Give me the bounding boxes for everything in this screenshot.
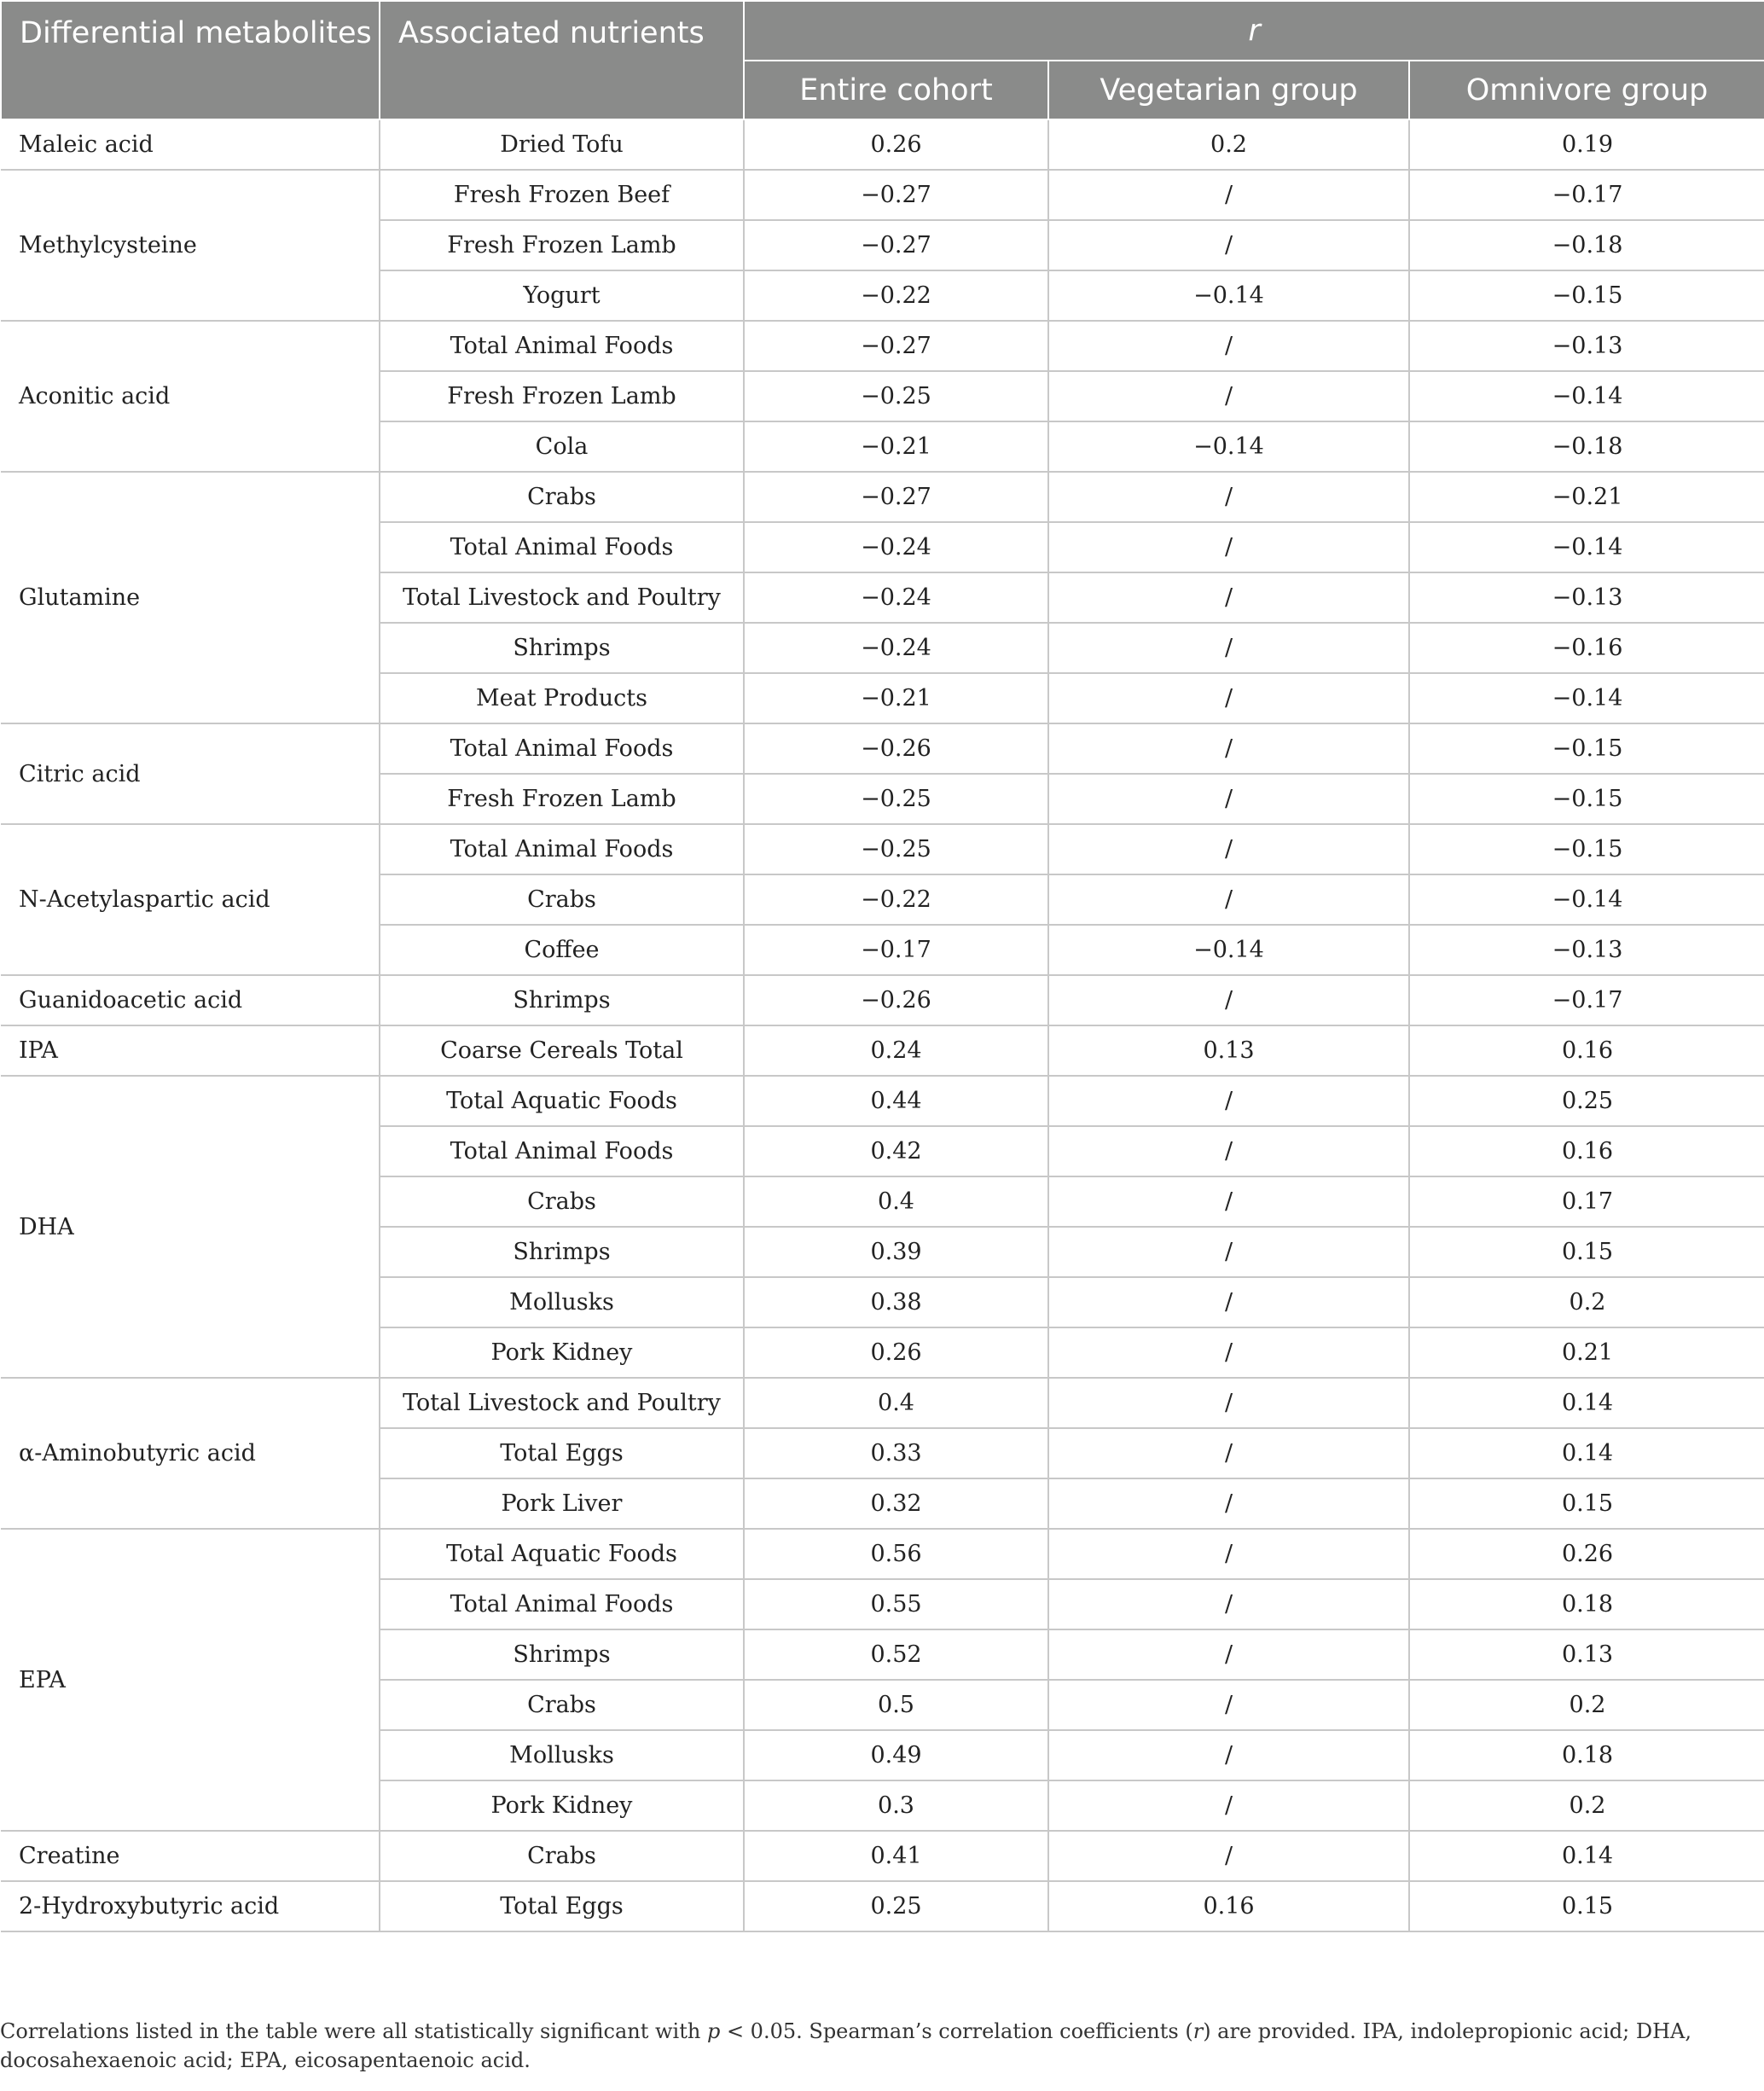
omnivore-group-cell: −0.13: [1409, 572, 1764, 623]
vegetarian-group-cell: /: [1048, 1428, 1409, 1478]
vegetarian-group-cell: /: [1048, 472, 1409, 522]
entire-cohort-cell: −0.24: [744, 572, 1048, 623]
table-row: [1, 1831, 1764, 1881]
nutrient-cell: Fresh Frozen Lamb: [380, 220, 744, 270]
vegetarian-group-cell: /: [1048, 572, 1409, 623]
entire-cohort-cell: 0.39: [744, 1227, 1048, 1277]
nutrient-cell: Mollusks: [380, 1277, 744, 1327]
vegetarian-group-cell: /: [1048, 220, 1409, 270]
vegetarian-group-cell: /: [1048, 874, 1409, 925]
table-row: [1, 1881, 1764, 1931]
vegetarian-group-cell: −0.14: [1048, 421, 1409, 472]
omnivore-group-cell: −0.15: [1409, 774, 1764, 824]
omnivore-group-cell: 0.19: [1409, 119, 1764, 170]
entire-cohort-cell: −0.27: [744, 170, 1048, 220]
entire-cohort-cell: 0.26: [744, 119, 1048, 170]
table-row: [1, 472, 1764, 522]
omnivore-group-cell: −0.18: [1409, 421, 1764, 472]
nutrient-cell: Crabs: [380, 1176, 744, 1227]
omnivore-group-cell: −0.17: [1409, 975, 1764, 1025]
vegetarian-group-cell: /: [1048, 1076, 1409, 1126]
vegetarian-group-cell: /: [1048, 1478, 1409, 1529]
table-row: [1, 975, 1764, 1025]
metabolite-cell: Creatine: [1, 1831, 380, 1881]
omnivore-group-cell: 0.14: [1409, 1378, 1764, 1428]
entire-cohort-cell: 0.25: [744, 1881, 1048, 1931]
vegetarian-group-cell: /: [1048, 1780, 1409, 1831]
omnivore-group-cell: −0.14: [1409, 522, 1764, 572]
table-row: [1, 824, 1764, 874]
entire-cohort-cell: −0.27: [744, 472, 1048, 522]
metabolite-cell: Citric acid: [1, 723, 380, 824]
vegetarian-group-cell: −0.14: [1048, 925, 1409, 975]
metabolite-cell: Aconitic acid: [1, 321, 380, 472]
entire-cohort-cell: −0.25: [744, 774, 1048, 824]
nutrient-cell: Crabs: [380, 874, 744, 925]
nutrient-cell: Total Animal Foods: [380, 723, 744, 774]
nutrient-cell: Total Animal Foods: [380, 522, 744, 572]
omnivore-group-cell: 0.13: [1409, 1629, 1764, 1680]
table-footnote: [0, 2017, 1757, 2075]
vegetarian-group-cell: /: [1048, 673, 1409, 723]
vegetarian-group-cell: /: [1048, 1831, 1409, 1881]
metabolite-cell: Glutamine: [1, 472, 380, 723]
entire-cohort-cell: −0.22: [744, 874, 1048, 925]
footnote-text: < 0.05. Spearman’s correlation coefficients (: [720, 2019, 1193, 2043]
nutrient-cell: Total Aquatic Foods: [380, 1076, 744, 1126]
omnivore-group-cell: −0.14: [1409, 673, 1764, 723]
entire-cohort-cell: −0.25: [744, 371, 1048, 421]
omnivore-group-cell: 0.14: [1409, 1428, 1764, 1478]
table-row: [1, 119, 1764, 170]
vegetarian-group-cell: /: [1048, 723, 1409, 774]
footnote-text: Correlations listed in the table were all statistically significant with: [0, 2019, 707, 2043]
metabolite-cell: N-Acetylaspartic acid: [1, 824, 380, 975]
vegetarian-group-cell: /: [1048, 1629, 1409, 1680]
entire-cohort-cell: 0.3: [744, 1780, 1048, 1831]
entire-cohort-cell: 0.33: [744, 1428, 1048, 1478]
entire-cohort-cell: 0.32: [744, 1478, 1048, 1529]
entire-cohort-cell: 0.56: [744, 1529, 1048, 1579]
entire-cohort-cell: 0.5: [744, 1680, 1048, 1730]
vegetarian-group-cell: /: [1048, 522, 1409, 572]
omnivore-group-cell: 0.2: [1409, 1680, 1764, 1730]
entire-cohort-cell: −0.26: [744, 975, 1048, 1025]
vegetarian-group-cell: /: [1048, 1730, 1409, 1780]
nutrient-cell: Coffee: [380, 925, 744, 975]
omnivore-group-cell: 0.2: [1409, 1277, 1764, 1327]
entire-cohort-cell: −0.21: [744, 673, 1048, 723]
omnivore-group-cell: −0.15: [1409, 824, 1764, 874]
footnote-text: ) are provided. IPA, indolepropionic acid; DHA, docosahexaenoic acid; EPA, eicosapentaenoic acid.: [0, 2019, 1691, 2072]
nutrient-cell: Total Animal Foods: [380, 321, 744, 371]
nutrient-cell: Coarse Cereals Total: [380, 1025, 744, 1076]
nutrient-cell: Total Animal Foods: [380, 1126, 744, 1176]
vegetarian-group-cell: /: [1048, 1680, 1409, 1730]
table-row: [1, 170, 1764, 220]
table-row: [1, 1529, 1764, 1579]
vegetarian-group-cell: 0.2: [1048, 119, 1409, 170]
header-entire-cohort: Entire cohort: [744, 61, 1048, 119]
nutrient-cell: Pork Kidney: [380, 1780, 744, 1831]
table-row: [1, 1378, 1764, 1428]
nutrient-cell: Shrimps: [380, 1629, 744, 1680]
omnivore-group-cell: 0.16: [1409, 1025, 1764, 1076]
table-body: [1, 119, 1764, 1931]
omnivore-group-cell: −0.17: [1409, 170, 1764, 220]
entire-cohort-cell: 0.4: [744, 1378, 1048, 1428]
vegetarian-group-cell: 0.16: [1048, 1881, 1409, 1931]
omnivore-group-cell: −0.18: [1409, 220, 1764, 270]
nutrient-cell: Shrimps: [380, 1227, 744, 1277]
entire-cohort-cell: −0.24: [744, 623, 1048, 673]
vegetarian-group-cell: /: [1048, 321, 1409, 371]
nutrient-cell: Total Livestock and Poultry: [380, 1378, 744, 1428]
metabolite-cell: DHA: [1, 1076, 380, 1378]
vegetarian-group-cell: −0.14: [1048, 270, 1409, 321]
metabolite-cell: Maleic acid: [1, 119, 380, 170]
nutrient-cell: Meat Products: [380, 673, 744, 723]
footnote-p-symbol: p: [706, 2019, 721, 2043]
entire-cohort-cell: 0.24: [744, 1025, 1048, 1076]
entire-cohort-cell: 0.4: [744, 1176, 1048, 1227]
nutrient-cell: Mollusks: [380, 1730, 744, 1780]
omnivore-group-cell: 0.26: [1409, 1529, 1764, 1579]
vegetarian-group-cell: /: [1048, 1378, 1409, 1428]
nutrient-cell: Crabs: [380, 472, 744, 522]
vegetarian-group-cell: /: [1048, 1579, 1409, 1629]
omnivore-group-cell: −0.14: [1409, 874, 1764, 925]
vegetarian-group-cell: /: [1048, 1227, 1409, 1277]
entire-cohort-cell: −0.21: [744, 421, 1048, 472]
entire-cohort-cell: −0.17: [744, 925, 1048, 975]
nutrient-cell: Shrimps: [380, 975, 744, 1025]
omnivore-group-cell: 0.25: [1409, 1076, 1764, 1126]
vegetarian-group-cell: /: [1048, 1277, 1409, 1327]
table-row: [1, 321, 1764, 371]
vegetarian-group-cell: /: [1048, 1327, 1409, 1378]
entire-cohort-cell: 0.49: [744, 1730, 1048, 1780]
omnivore-group-cell: −0.15: [1409, 723, 1764, 774]
nutrient-cell: Shrimps: [380, 623, 744, 673]
nutrient-cell: Yogurt: [380, 270, 744, 321]
vegetarian-group-cell: /: [1048, 1126, 1409, 1176]
header-associated-nutrients: Associated nutrients: [380, 1, 744, 119]
nutrient-cell: Crabs: [380, 1680, 744, 1730]
omnivore-group-cell: −0.16: [1409, 623, 1764, 673]
nutrient-cell: Total Animal Foods: [380, 1579, 744, 1629]
nutrient-cell: Crabs: [380, 1831, 744, 1881]
table-row: [1, 1076, 1764, 1126]
header-differential-metabolites: Differential metabolites: [1, 1, 380, 119]
nutrient-cell: Total Eggs: [380, 1428, 744, 1478]
entire-cohort-cell: 0.38: [744, 1277, 1048, 1327]
vegetarian-group-cell: /: [1048, 774, 1409, 824]
nutrient-cell: Pork Kidney: [380, 1327, 744, 1378]
omnivore-group-cell: 0.21: [1409, 1327, 1764, 1378]
entire-cohort-cell: −0.26: [744, 723, 1048, 774]
omnivore-group-cell: −0.13: [1409, 321, 1764, 371]
nutrient-cell: Total Animal Foods: [380, 824, 744, 874]
metabolite-cell: EPA: [1, 1529, 380, 1831]
omnivore-group-cell: 0.15: [1409, 1478, 1764, 1529]
nutrient-cell: Pork Liver: [380, 1478, 744, 1529]
entire-cohort-cell: 0.55: [744, 1579, 1048, 1629]
metabolite-cell: Guanidoacetic acid: [1, 975, 380, 1025]
footnote-r-symbol: r: [1192, 2019, 1204, 2043]
nutrient-cell: Total Aquatic Foods: [380, 1529, 744, 1579]
metabolite-cell: IPA: [1, 1025, 380, 1076]
metabolite-cell: Methylcysteine: [1, 170, 380, 321]
metabolite-cell: 2-Hydroxybutyric acid: [1, 1881, 380, 1931]
omnivore-group-cell: 0.15: [1409, 1881, 1764, 1931]
entire-cohort-cell: 0.42: [744, 1126, 1048, 1176]
omnivore-group-cell: 0.16: [1409, 1126, 1764, 1176]
table-row: [1, 723, 1764, 774]
header-r: r: [744, 1, 1764, 61]
table-row: [1, 1025, 1764, 1076]
vegetarian-group-cell: /: [1048, 975, 1409, 1025]
vegetarian-group-cell: /: [1048, 371, 1409, 421]
nutrient-cell: Cola: [380, 421, 744, 472]
vegetarian-group-cell: /: [1048, 623, 1409, 673]
nutrient-cell: Fresh Frozen Beef: [380, 170, 744, 220]
nutrient-cell: Dried Tofu: [380, 119, 744, 170]
header-omnivore-group: Omnivore group: [1409, 61, 1764, 119]
omnivore-group-cell: 0.17: [1409, 1176, 1764, 1227]
vegetarian-group-cell: /: [1048, 824, 1409, 874]
omnivore-group-cell: 0.2: [1409, 1780, 1764, 1831]
metabolite-cell: α-Aminobutyric acid: [1, 1378, 380, 1529]
omnivore-group-cell: −0.14: [1409, 371, 1764, 421]
omnivore-group-cell: −0.13: [1409, 925, 1764, 975]
entire-cohort-cell: −0.22: [744, 270, 1048, 321]
entire-cohort-cell: −0.27: [744, 321, 1048, 371]
omnivore-group-cell: 0.15: [1409, 1227, 1764, 1277]
entire-cohort-cell: 0.26: [744, 1327, 1048, 1378]
omnivore-group-cell: −0.21: [1409, 472, 1764, 522]
table-header: [1, 1, 1764, 119]
entire-cohort-cell: −0.27: [744, 220, 1048, 270]
vegetarian-group-cell: 0.13: [1048, 1025, 1409, 1076]
omnivore-group-cell: 0.18: [1409, 1730, 1764, 1780]
nutrient-cell: Total Livestock and Poultry: [380, 572, 744, 623]
vegetarian-group-cell: /: [1048, 1529, 1409, 1579]
entire-cohort-cell: −0.25: [744, 824, 1048, 874]
omnivore-group-cell: −0.15: [1409, 270, 1764, 321]
nutrient-cell: Fresh Frozen Lamb: [380, 774, 744, 824]
omnivore-group-cell: 0.18: [1409, 1579, 1764, 1629]
omnivore-group-cell: 0.14: [1409, 1831, 1764, 1881]
vegetarian-group-cell: /: [1048, 170, 1409, 220]
nutrient-cell: Total Eggs: [380, 1881, 744, 1931]
entire-cohort-cell: 0.52: [744, 1629, 1048, 1680]
header-vegetarian-group: Vegetarian group: [1048, 61, 1409, 119]
entire-cohort-cell: 0.41: [744, 1831, 1048, 1881]
vegetarian-group-cell: /: [1048, 1176, 1409, 1227]
nutrient-cell: Fresh Frozen Lamb: [380, 371, 744, 421]
entire-cohort-cell: 0.44: [744, 1076, 1048, 1126]
entire-cohort-cell: −0.24: [744, 522, 1048, 572]
